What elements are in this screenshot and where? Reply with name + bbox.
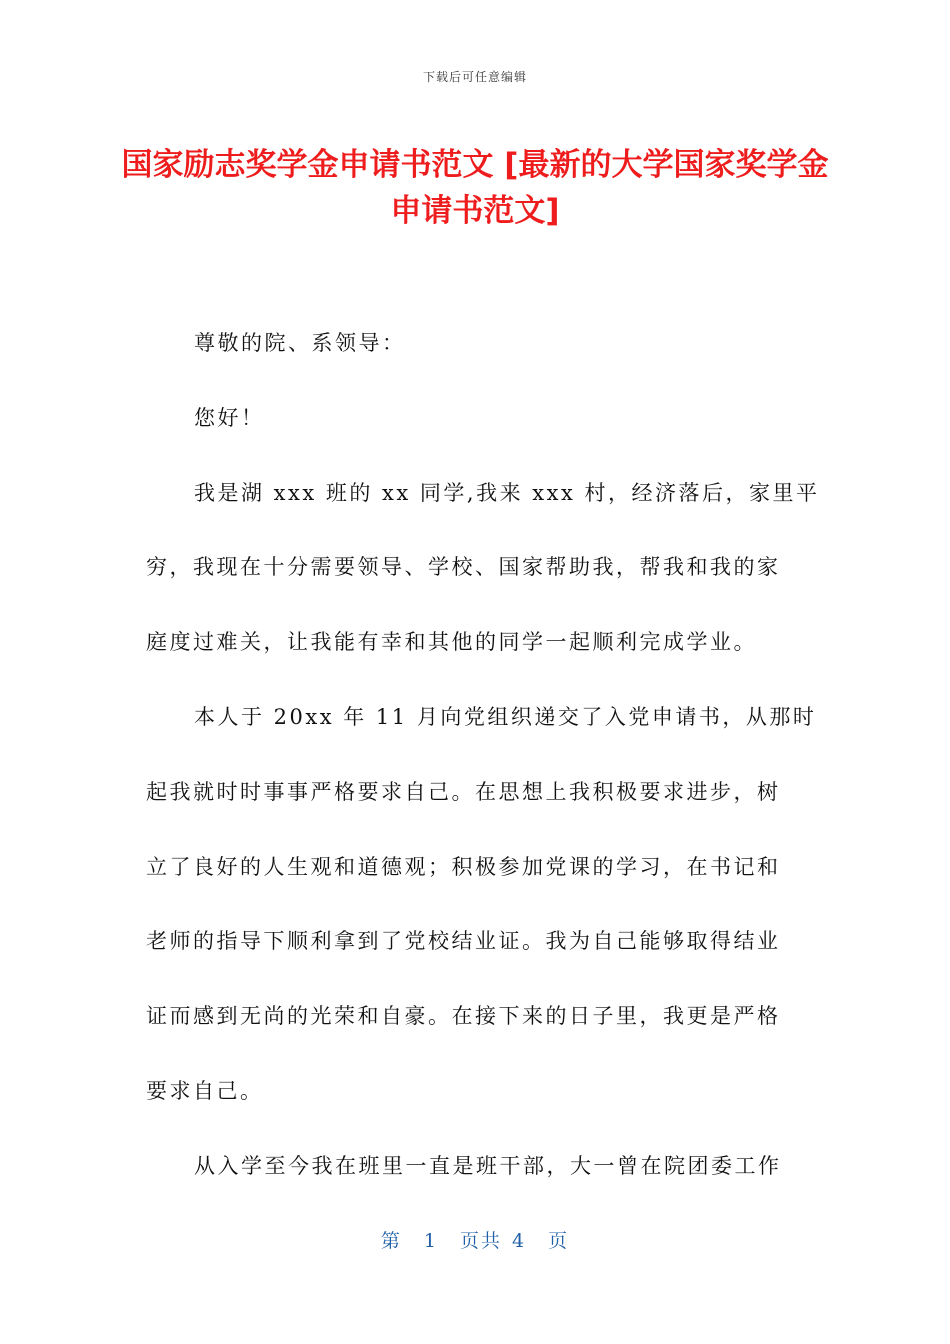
greeting-line: 您好！: [194, 406, 265, 430]
paragraph-line: 我是湖 xxx 班的 xx 同学,我来 xxx 村，经济落后，家里平: [194, 481, 820, 505]
paragraph-line: 要求自己。: [146, 1079, 264, 1103]
page-mid: 页共: [459, 1230, 502, 1252]
paragraph-line: 起我就时时事事严格要求自己。在思想上我积极要求进步，树: [146, 780, 781, 804]
paragraph-line: 证而感到无尚的光荣和自豪。在接下来的日子里，我更是严格: [146, 1004, 781, 1028]
page-number: 1: [423, 1230, 438, 1252]
salutation-line: 尊敬的院、系领导：: [194, 331, 406, 355]
paragraph-line: 庭度过难关，让我能有幸和其他的同学一起顺利完成学业。: [146, 630, 757, 654]
paragraph-line: 穷，我现在十分需要领导、学校、国家帮助我，帮我和我的家: [146, 555, 781, 579]
paragraph-line: 从入学至今我在班里一直是班干部，大一曾在院团委工作: [194, 1154, 782, 1178]
paragraph-line: 立了良好的人生观和道德观；积极参加党课的学习，在书记和: [146, 855, 781, 879]
page-total: 4: [512, 1230, 527, 1252]
page-suffix: 页: [548, 1230, 570, 1252]
header-note: 下载后可任意编辑: [422, 70, 527, 84]
page-prefix: 第: [380, 1230, 402, 1252]
page-footer: [0, 1226, 950, 1253]
document-title: 国家励志奖学金申请书范文 [最新的大学国家奖学金申请书范文]: [121, 147, 829, 229]
paragraph-line: 老师的指导下顺利拿到了党校结业证。我为自己能够取得结业: [146, 929, 781, 953]
paragraph-line: 本人于 20xx 年 11 月向党组织递交了入党申请书，从那时: [194, 705, 817, 729]
